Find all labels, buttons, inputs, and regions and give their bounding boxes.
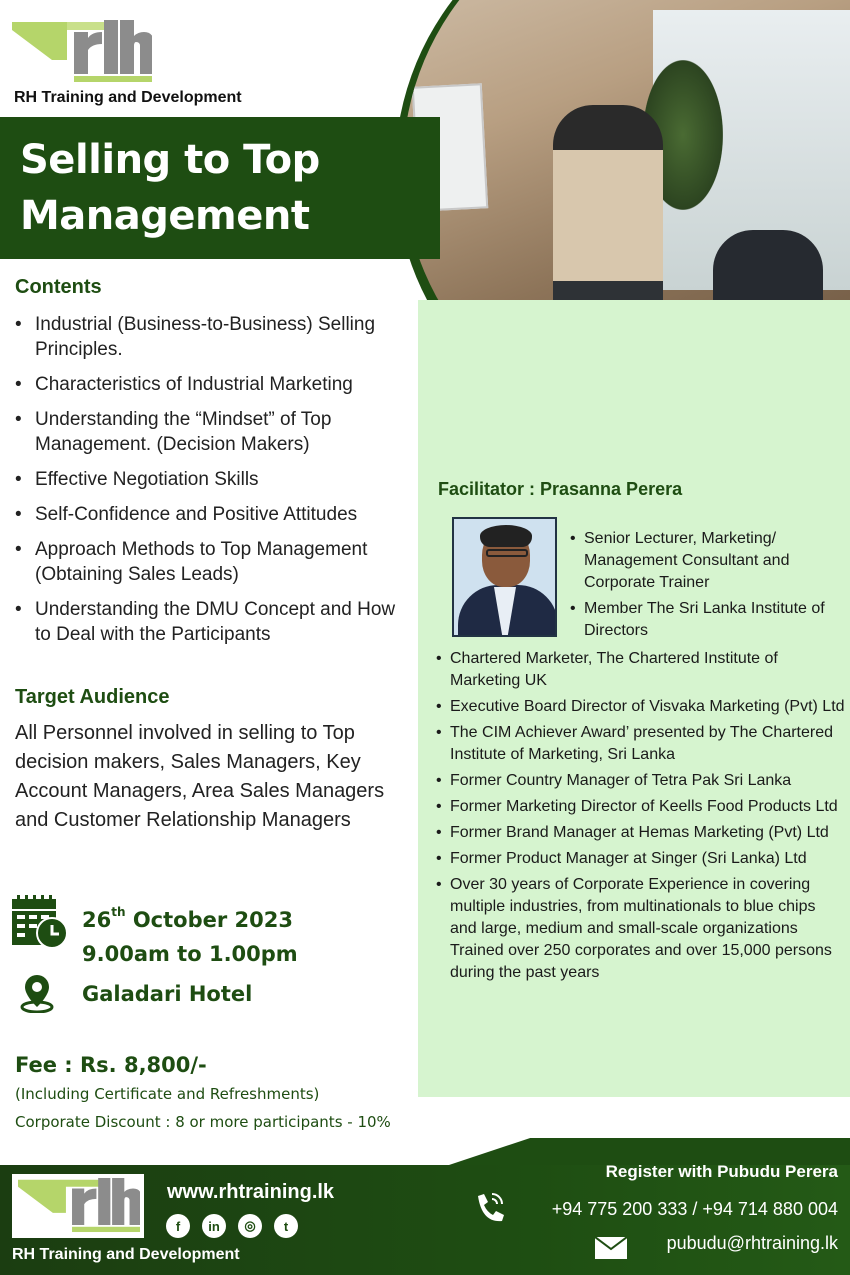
list-item: • Understanding the “Mindset” of Top Management. (Decision Makers) xyxy=(15,407,410,457)
facilitator-credentials-list xyxy=(436,648,846,988)
phone-numbers[interactable]: +94 775 200 333 / +94 714 880 004 xyxy=(551,1199,838,1219)
twitter-icon[interactable]: t xyxy=(274,1214,298,1238)
email-link[interactable]: pubudu@rhtraining.lk xyxy=(666,1233,838,1253)
page-title: Selling to Top Management xyxy=(20,137,320,239)
list-item: • Chartered Marketer, The Chartered Institute of Marketing UK xyxy=(436,648,846,692)
linkedin-icon[interactable]: in xyxy=(202,1214,226,1238)
list-item: • Former Country Manager of Tetra Pak Sri Lanka xyxy=(436,770,846,792)
facilitator-photo xyxy=(452,517,557,637)
facilitator-top-list xyxy=(570,528,840,646)
contents-heading: Contents xyxy=(15,276,102,298)
list-item: • Former Product Manager at Singer (Sri Lanka) Ltd xyxy=(436,848,846,870)
social-links xyxy=(166,1214,298,1238)
website-link[interactable]: www.rhtraining.lk xyxy=(167,1181,335,1203)
location-pin-icon xyxy=(20,973,54,1013)
fee-label: Fee : Rs. 8,800/- xyxy=(15,1053,207,1077)
facebook-icon[interactable]: f xyxy=(166,1214,190,1238)
brand-name: RH Training and Development xyxy=(14,89,242,106)
facilitator-heading: Facilitator : Prasanna Perera xyxy=(438,479,683,499)
list-item: • Senior Lecturer, Marketing/ Management Consultant and Corporate Trainer xyxy=(570,528,840,594)
event-date: 26th October 2023 xyxy=(82,905,293,932)
contents-list xyxy=(15,312,410,657)
list-item: • Former Brand Manager at Hemas Marketing (Pvt) Ltd xyxy=(436,822,846,844)
list-item: • Executive Board Director of Visvaka Marketing (Pvt) Ltd xyxy=(436,696,846,718)
list-item: • Former Marketing Director of Keells Food Products Ltd xyxy=(436,796,846,818)
list-item: • Industrial (Business-to-Business) Selling Principles. xyxy=(15,312,410,362)
list-item: • The CIM Achiever Award’ presented by The Chartered Institute of Marketing, Sri Lanka xyxy=(436,722,846,766)
list-item: • Characteristics of Industrial Marketing xyxy=(15,372,410,397)
footer-brand-name: RH Training and Development xyxy=(12,1246,240,1263)
rh-logo-footer xyxy=(18,1176,140,1234)
register-contact: Register with Pubudu Perera xyxy=(605,1162,838,1181)
list-item: • Member The Sri Lanka Institute of Directors xyxy=(570,598,840,642)
target-audience-text: All Personnel involved in selling to Top decision makers, Sales Managers, Key Account Managers, Area Sales Managers and Customer Relationship Managers xyxy=(15,722,385,831)
corporate-discount: Corporate Discount : 8 or more participants - 10% xyxy=(15,1113,391,1131)
rh-logo xyxy=(12,20,152,82)
event-time: 9.00am to 1.00pm xyxy=(82,942,298,966)
list-item: • Approach Methods to Top Management (Obtaining Sales Leads) xyxy=(15,537,410,587)
fee-note: (Including Certificate and Refreshments) xyxy=(15,1085,320,1103)
mail-icon xyxy=(595,1237,627,1259)
event-datetime xyxy=(82,903,298,971)
target-audience-heading: Target Audience xyxy=(15,686,170,708)
list-item: • Understanding the DMU Concept and How to Deal with the Participants xyxy=(15,597,410,647)
phone-icon xyxy=(470,1190,506,1226)
list-item: • Over 30 years of Corporate Experience in covering multiple industries, from multinationals to blue chips and large, medium and small-scale organizations Trained over 250 corporates and over 15,000 persons during the past years xyxy=(436,874,846,984)
list-item: • Self-Confidence and Positive Attitudes xyxy=(15,502,410,527)
instagram-icon[interactable]: ◎ xyxy=(238,1214,262,1238)
list-item: • Effective Negotiation Skills xyxy=(15,467,410,492)
calendar-clock-icon xyxy=(12,895,68,949)
event-venue: Galadari Hotel xyxy=(82,982,253,1006)
